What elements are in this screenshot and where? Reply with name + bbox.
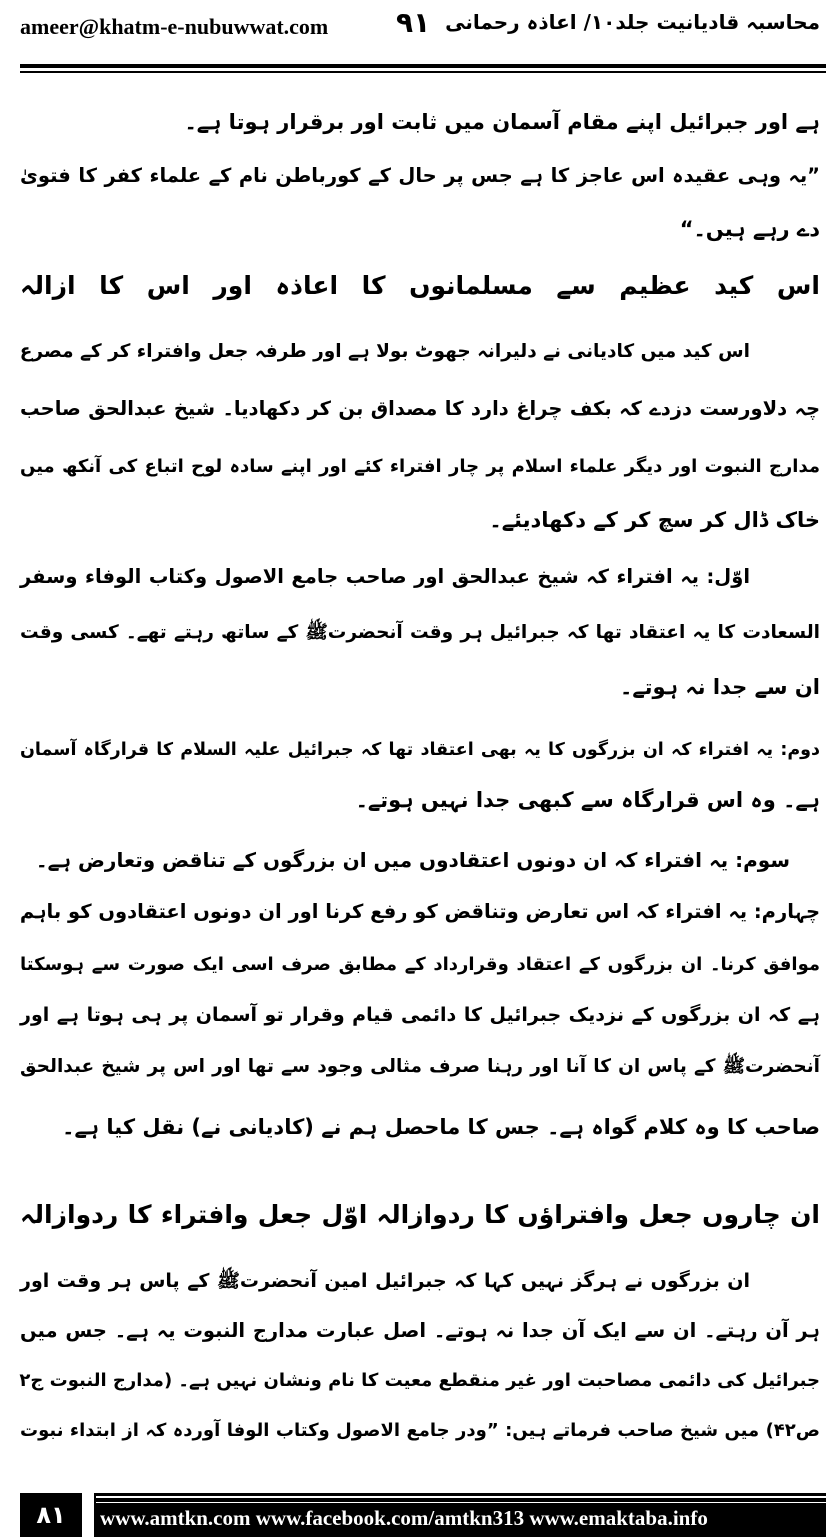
text-line: آنحضرتﷺ کے پاس ان کا آنا اور رہنا صرف مثالی وجود سے تھا اور اس پر شیخ عبدالحق <box>20 1056 820 1077</box>
text-line: ہے اور جبرائیل اپنے مقام آسمان میں ثابت اور برقرار ہوتا ہے۔ <box>184 110 820 134</box>
footer-rule-thin <box>96 1502 826 1503</box>
text-line: ہر آن رہتے۔ ان سے ایک آن جدا نہ ہوتے۔ اصل عبارت مدارج النبوت یہ ہے۔ جس میں <box>20 1319 820 1342</box>
header-email: ameer@khatm-e-nubuwwat.com <box>20 14 329 39</box>
text-line: موافق کرنا۔ ان بزرگوں کے اعتقاد وقرارداد کے مطابق صرف اسی ایک صورت سے ہوسکتا <box>20 954 820 975</box>
text-line: ”یہ وہی عقیدہ اس عاجز کا ہے جس پر حال کے کورباطن نام کے علماء کفر کا فتویٰ <box>20 164 820 187</box>
text-line: دوم: یہ افتراء کہ ان بزرگوں کا یہ بھی اعتقاد تھا کہ جبرائیل علیہ السلام کا قرارگاہ آسمان <box>20 740 820 760</box>
text-line: مدارج النبوت اور دیگر علماء اسلام پر چار افتراء کئے اور اپنے سادہ لوح اتباع کی آنکھ میں <box>20 456 820 477</box>
header-rule-thin <box>20 71 826 73</box>
header-rule <box>20 64 826 68</box>
text-line: ان بزرگوں نے ہرگز نہیں کہا کہ جبرائیل امین آنحضرتﷺ کے پاس ہر وقت اور <box>20 1270 750 1292</box>
text-line: چہ دلاورست دزدے کہ بکف چراغ دارد کا مصداق بن کر دکھادیا۔ شیخ عبدالحق صاحب <box>20 397 820 420</box>
text-line: صاحب کا وہ کلام گواہ ہے۔ جس کا ماحصل ہم نے (کادیانی نے) نقل کیا ہے۔ <box>62 1115 820 1139</box>
text-line: ہے۔ وہ اس قرارگاہ سے کبھی جدا نہیں ہوتے۔ <box>355 788 820 812</box>
text-line: چہارم: یہ افتراء کہ اس تعارض وتناقض کو رفع کرنا اور ان دونوں اعتقادوں کو باہم <box>19 900 820 923</box>
text-line: دے رہے ہیں۔“ <box>679 217 820 241</box>
text-line: خاک ڈال کر سچ کر کے دکھادیئے۔ <box>489 508 820 532</box>
footer-page-number: ۸۱ <box>36 1501 66 1529</box>
text-line: اوّل: یہ افتراء کہ شیخ عبدالحق اور صاحب جامع الاصول وکتاب الوفاء وسفر <box>20 565 750 588</box>
text-line: سوم: یہ افتراء کہ ان دونوں اعتقادوں میں ان بزرگوں کے تناقض وتعارض ہے۔ <box>35 848 790 872</box>
text-line: ان سے جدا نہ ہوتے۔ <box>620 675 820 699</box>
header-book-title: محاسبہ قادیانیت جلد۱۰/ اعاذہ رحمانی <box>445 10 820 34</box>
section-heading: اس کید عظیم سے مسلمانوں کا اعاذہ اور اس کا ازالہ <box>20 271 820 300</box>
footer-urls: www.amtkn.com www.facebook.com/amtkn313 www.emaktaba.info <box>100 1506 708 1530</box>
footer-rule <box>96 1496 826 1498</box>
header-page-number: ۹۱ <box>396 6 431 39</box>
text-line: ہے کہ ان بزرگوں کے نزدیک جبرائیل کا دائمی قیام وقرار تو آسمان پر ہی ہوتا ہے اور <box>20 1004 820 1026</box>
text-line: اس کید میں کادیانی نے دلیرانہ جھوٹ بولا ہے اور طرفہ جعل وافتراء کر کے مصرع <box>19 341 750 362</box>
text-line: جبرائیل کی دائمی مصاحبت اور غیر منقطع معیت کا نام ونشان نہیں ہے۔ (مدارج النبوت ج۲ <box>19 1370 820 1391</box>
section-heading: ان چاروں جعل وافتراؤں کا ردوازالہ اوّل جعل وافتراء کا ردوازالہ <box>20 1200 820 1229</box>
text-line: السعادت کا یہ اعتقاد تھا کہ جبرائیل ہر وقت آنحضرتﷺ کے ساتھ رہتے تھے۔ کسی وقت <box>20 622 820 643</box>
footer-separator <box>82 1493 94 1537</box>
page-footer <box>20 1493 826 1537</box>
text-line: ص۴۲) میں شیخ صاحب فرماتے ہیں: ”ودر جامع الاصول وکتاب الوفا آوردہ کہ از ابتداء نبوت <box>20 1420 820 1441</box>
